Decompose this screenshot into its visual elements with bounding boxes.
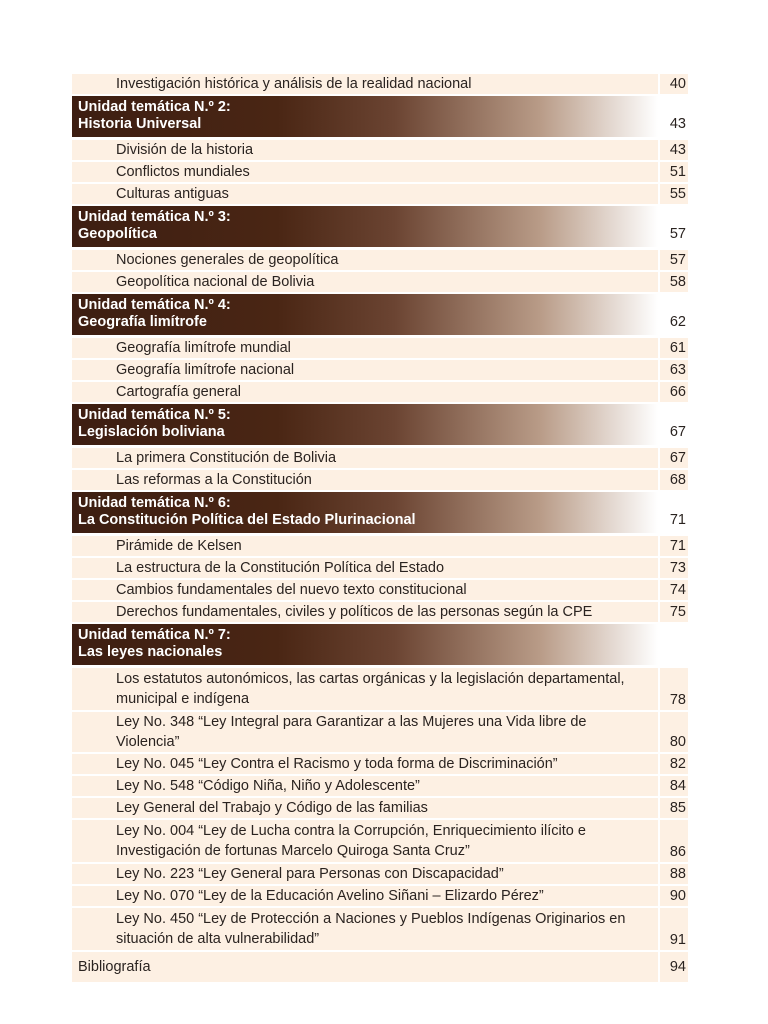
- toc-entry-title: [72, 712, 658, 752]
- toc-page-number-text: 85: [669, 800, 686, 816]
- toc-entry-title-line: Geopolítica: [78, 226, 157, 242]
- toc-unit-heading: [72, 206, 688, 247]
- toc-entry-title: [72, 338, 658, 358]
- toc-entry: [72, 558, 688, 578]
- toc-page-number: [660, 754, 688, 774]
- toc-bibliography: [72, 952, 688, 982]
- toc-entry-title-line: Geopolítica nacional de Bolivia: [116, 274, 315, 290]
- toc-entry: [72, 272, 688, 292]
- toc-entry-title-line: División de la historia: [116, 142, 254, 158]
- toc-entry-title-line: Derechos fundamentales, civiles y políticos de las personas según la CPE: [116, 604, 593, 620]
- toc-page-number-text: 57: [669, 252, 686, 268]
- toc-page-number: [660, 712, 688, 752]
- toc-page-number-text: 88: [669, 866, 686, 882]
- toc-entry-title: [72, 864, 658, 884]
- toc-entry: [72, 140, 688, 160]
- toc-page-number-text: 73: [669, 560, 686, 576]
- toc-entry-title: [72, 404, 658, 445]
- toc-page-number: [660, 624, 688, 665]
- toc-page-number-text: 51: [669, 164, 686, 180]
- toc-page-number: [660, 908, 688, 950]
- toc-page-number-text: 67: [669, 450, 686, 466]
- toc-entry-title: [72, 886, 658, 906]
- toc-entry-title: [72, 952, 658, 982]
- toc-entry-title: [72, 96, 658, 137]
- toc-entry-title-line: Unidad temática N.º 2:: [78, 99, 231, 115]
- toc-page-number-text: 91: [669, 932, 686, 948]
- toc-page-number: [660, 162, 688, 182]
- toc-entry-title: [72, 908, 658, 950]
- toc-entry: [72, 886, 688, 906]
- toc-page-number: [660, 294, 688, 335]
- toc-page-number: [660, 96, 688, 137]
- toc-page-number: [660, 360, 688, 380]
- toc-unit-heading: [72, 492, 688, 533]
- toc-entry-title: [72, 140, 658, 160]
- toc-entry: [72, 798, 688, 818]
- toc-entry: [72, 580, 688, 600]
- toc-page-number: [660, 404, 688, 445]
- toc-entry-title-line: La Constitución Política del Estado Plurinacional: [78, 512, 416, 528]
- toc-entry-title-line: municipal e indígena: [116, 691, 250, 707]
- toc-entry-title-line: Ley No. 070 “Ley de la Educación Avelino Siñani – Elizardo Pérez”: [116, 888, 544, 904]
- toc-page-number-text: 43: [669, 116, 686, 132]
- toc-entry-title: [72, 624, 658, 665]
- toc-page-number: [660, 952, 688, 982]
- toc-entry: [72, 360, 688, 380]
- toc-entry-title: [72, 382, 658, 402]
- toc-page-number-text: 57: [669, 226, 686, 242]
- toc-entry-title: [72, 754, 658, 774]
- toc-entry-title: [72, 272, 658, 292]
- toc-entry-title-line: Investigación de fortunas Marcelo Quiroga Santa Cruz”: [116, 843, 470, 859]
- toc-entry: [72, 820, 688, 862]
- toc-page-number: [660, 580, 688, 600]
- toc-entry-title: [72, 162, 658, 182]
- toc-page-number: [660, 886, 688, 906]
- toc-entry: [72, 776, 688, 796]
- toc-unit-heading: [72, 294, 688, 335]
- toc-page-number-text: 71: [669, 538, 686, 554]
- toc-entry: [72, 448, 688, 468]
- toc-entry: [72, 338, 688, 358]
- toc-page-number-text: 66: [669, 384, 686, 400]
- toc-entry-title-line: Ley General del Trabajo y Código de las familias: [116, 800, 428, 816]
- toc-page-number-text: 61: [669, 340, 686, 356]
- toc-entry: [72, 162, 688, 182]
- toc-page-number-text: 75: [669, 604, 686, 620]
- toc-entry: [72, 602, 688, 622]
- toc-page-number: [660, 448, 688, 468]
- toc-entry: [72, 536, 688, 556]
- toc-page-number: [660, 776, 688, 796]
- toc-entry-title: [72, 580, 658, 600]
- toc-entry: [72, 712, 688, 752]
- toc-entry-title-line: Historia Universal: [78, 116, 202, 132]
- toc-page-number-text: 80: [669, 734, 686, 750]
- toc-entry-title-line: Los estatutos autonómicos, las cartas orgánicas y la legislación departamental,: [116, 671, 625, 687]
- toc-page-number: [660, 558, 688, 578]
- toc-page-number-text: 86: [669, 844, 686, 860]
- toc-entry-title-line: La primera Constitución de Bolivia: [116, 450, 337, 466]
- toc-entry-title-line: situación de alta vulnerabilidad”: [116, 931, 320, 947]
- toc-page-number-text: 78: [669, 692, 686, 708]
- toc-entry-title-line: Conflictos mundiales: [116, 164, 250, 180]
- toc-entry-title: [72, 250, 658, 270]
- toc-entry-title: [72, 74, 658, 94]
- toc-page-number: [660, 250, 688, 270]
- toc-page-number: [660, 668, 688, 710]
- toc-entry-title: [72, 776, 658, 796]
- table-of-contents: [72, 74, 688, 984]
- toc-entry: [72, 754, 688, 774]
- toc-entry-title-line: Ley No. 450 “Ley de Protección a Naciones y Pueblos Indígenas Originarios en: [116, 911, 626, 927]
- toc-entry-title: [72, 820, 658, 862]
- toc-entry-title-line: Ley No. 223 “Ley General para Personas con Discapacidad”: [116, 866, 504, 882]
- toc-entry-title-line: Unidad temática N.º 4:: [78, 297, 231, 313]
- toc-page-number: [660, 184, 688, 204]
- toc-entry: [72, 74, 688, 94]
- toc-entry-title-line: Nociones generales de geopolítica: [116, 252, 339, 268]
- toc-entry-title-line: Investigación histórica y análisis de la realidad nacional: [116, 76, 472, 92]
- toc-entry-title-line: Ley No. 004 “Ley de Lucha contra la Corrupción, Enriquecimiento ilícito e: [116, 823, 586, 839]
- toc-entry-title-line: Geografía limítrofe nacional: [116, 362, 295, 378]
- toc-entry-title-line: Unidad temática N.º 5:: [78, 407, 231, 423]
- toc-page-number: [660, 382, 688, 402]
- toc-page-number: [660, 470, 688, 490]
- toc-entry-title-line: Ley No. 548 “Código Niña, Niño y Adolescente”: [116, 778, 420, 794]
- toc-page-number-text: 82: [669, 756, 686, 772]
- toc-page-number: [660, 272, 688, 292]
- toc-page-number-text: 43: [669, 142, 686, 158]
- toc-page-number: [660, 206, 688, 247]
- toc-page-number-text: 63: [669, 362, 686, 378]
- toc-unit-heading: [72, 96, 688, 137]
- toc-entry-title: [72, 184, 658, 204]
- toc-entry-title: [72, 492, 658, 533]
- toc-entry: [72, 864, 688, 884]
- toc-page-number-text: 68: [669, 472, 686, 488]
- toc-entry-title: [72, 360, 658, 380]
- toc-page-number-text: 84: [669, 778, 686, 794]
- toc-entry: [72, 668, 688, 710]
- toc-page-number-text: 55: [669, 186, 686, 202]
- toc-entry-title-line: Cambios fundamentales del nuevo texto constitucional: [116, 582, 467, 598]
- toc-entry-title: [72, 294, 658, 335]
- toc-entry-title: [72, 668, 658, 710]
- toc-entry-title-line: Legislación boliviana: [78, 424, 225, 440]
- toc-entry-title-line: Geografía limítrofe: [78, 314, 207, 330]
- toc-page-number-text: 40: [669, 76, 686, 92]
- toc-entry-title: [72, 602, 658, 622]
- toc-page-number-text: 71: [669, 512, 686, 528]
- toc-page-number: [660, 536, 688, 556]
- toc-page-number: [660, 820, 688, 862]
- toc-entry-title-line: Bibliografía: [78, 959, 151, 975]
- toc-entry-title-line: Unidad temática N.º 7:: [78, 627, 231, 643]
- toc-entry: [72, 908, 688, 950]
- toc-page-number: [660, 338, 688, 358]
- toc-page-number: [660, 492, 688, 533]
- toc-entry-title-line: Culturas antiguas: [116, 186, 229, 202]
- toc-page-number: [660, 74, 688, 94]
- toc-unit-heading: [72, 624, 688, 665]
- toc-entry-title-line: Pirámide de Kelsen: [116, 538, 242, 554]
- toc-page-number: [660, 140, 688, 160]
- toc-entry-title-line: Las reformas a la Constitución: [116, 472, 312, 488]
- toc-entry: [72, 470, 688, 490]
- toc-page-number: [660, 798, 688, 818]
- toc-entry-title-line: Unidad temática N.º 3:: [78, 209, 231, 225]
- toc-entry-title-line: Cartografía general: [116, 384, 241, 400]
- toc-entry: [72, 250, 688, 270]
- toc-entry-title: [72, 798, 658, 818]
- toc-entry-title-line: Ley No. 348 “Ley Integral para Garantizar a las Mujeres una Vida libre de Violencia”: [116, 714, 587, 750]
- toc-page-number: [660, 864, 688, 884]
- toc-page-number-text: 90: [669, 888, 686, 904]
- toc-entry: [72, 184, 688, 204]
- toc-entry-title: [72, 536, 658, 556]
- toc-unit-heading: [72, 404, 688, 445]
- toc-page-number: [660, 602, 688, 622]
- toc-entry-title-line: Ley No. 045 “Ley Contra el Racismo y toda forma de Discriminación”: [116, 756, 558, 772]
- toc-page-number-text: 74: [669, 582, 686, 598]
- toc-page-number-text: 67: [669, 424, 686, 440]
- toc-entry-title-line: Unidad temática N.º 6:: [78, 495, 231, 511]
- toc-page-number-text: 58: [669, 274, 686, 290]
- toc-entry-title: [72, 470, 658, 490]
- toc-entry-title-line: Las leyes nacionales: [78, 644, 223, 660]
- toc-entry-title-line: Geografía limítrofe mundial: [116, 340, 291, 356]
- toc-entry-title-line: La estructura de la Constitución Política del Estado: [116, 560, 445, 576]
- toc-entry-title: [72, 206, 658, 247]
- toc-entry-title: [72, 558, 658, 578]
- toc-page-number-text: 94: [669, 959, 686, 975]
- toc-entry-title: [72, 448, 658, 468]
- toc-page-number-text: 62: [669, 314, 686, 330]
- toc-entry: [72, 382, 688, 402]
